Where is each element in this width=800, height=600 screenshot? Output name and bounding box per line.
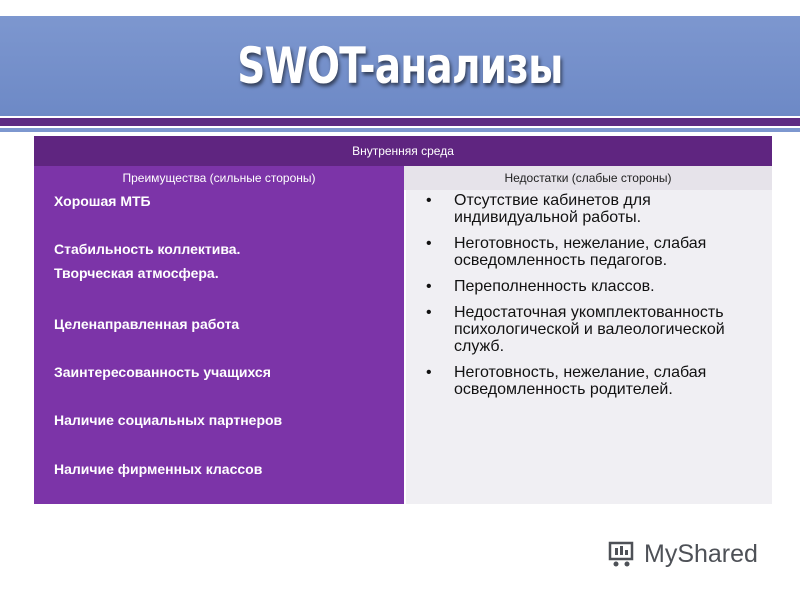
weakness-item [424,192,764,226]
weakness-item [424,235,764,269]
bullet-icon: • [426,364,432,381]
weakness-item [424,304,764,355]
internal-environment-header: Внутренняя среда [34,136,772,166]
strength-item: Наличие социальных партнеров [54,412,283,428]
strength-item: Творческая атмосфера. [54,265,219,281]
strength-item: Наличие фирменных классов [54,461,263,477]
strength-item: Целенаправленная работа [54,316,240,332]
weakness-item [424,364,764,398]
title-divider-accent [0,128,800,132]
weakness-text: Неготовность, нежелание, слабая осведомленность родителей. [454,364,707,398]
strength-item: Хорошая МТБ [54,193,151,209]
strengths-header: Преимущества (сильные стороны) [34,166,404,190]
swot-table [34,136,772,504]
weaknesses-column [406,190,772,504]
strengths-column [34,190,404,504]
strength-item: Стабильность коллектива. [54,241,241,257]
weakness-text: Переполненность классов. [454,278,655,295]
weakness-text: Отсутствие кабинетов для индивидуальной работы. [454,192,651,226]
bullet-icon: • [426,278,432,295]
weaknesses-header: Недостатки (слабые стороны) [404,166,772,190]
shopping-cart-icon [608,539,638,569]
bullet-icon: • [426,192,432,209]
bullet-icon: • [426,304,432,321]
myshared-watermark[interactable] [608,536,758,572]
weakness-text: Недостаточная укомплектованность психологической и валеологической служб. [454,304,725,355]
title-divider [0,118,800,126]
weakness-text: Неготовность, нежелание, слабая осведомленность педагогов. [454,235,707,269]
bullet-icon: • [426,235,432,252]
weakness-item [424,278,764,295]
weakness-list [424,192,764,407]
slide-title: SWOT-анализы [237,37,563,95]
watermark-text: MyShared [644,539,758,568]
strength-item: Заинтересованность учащихся [54,364,271,380]
